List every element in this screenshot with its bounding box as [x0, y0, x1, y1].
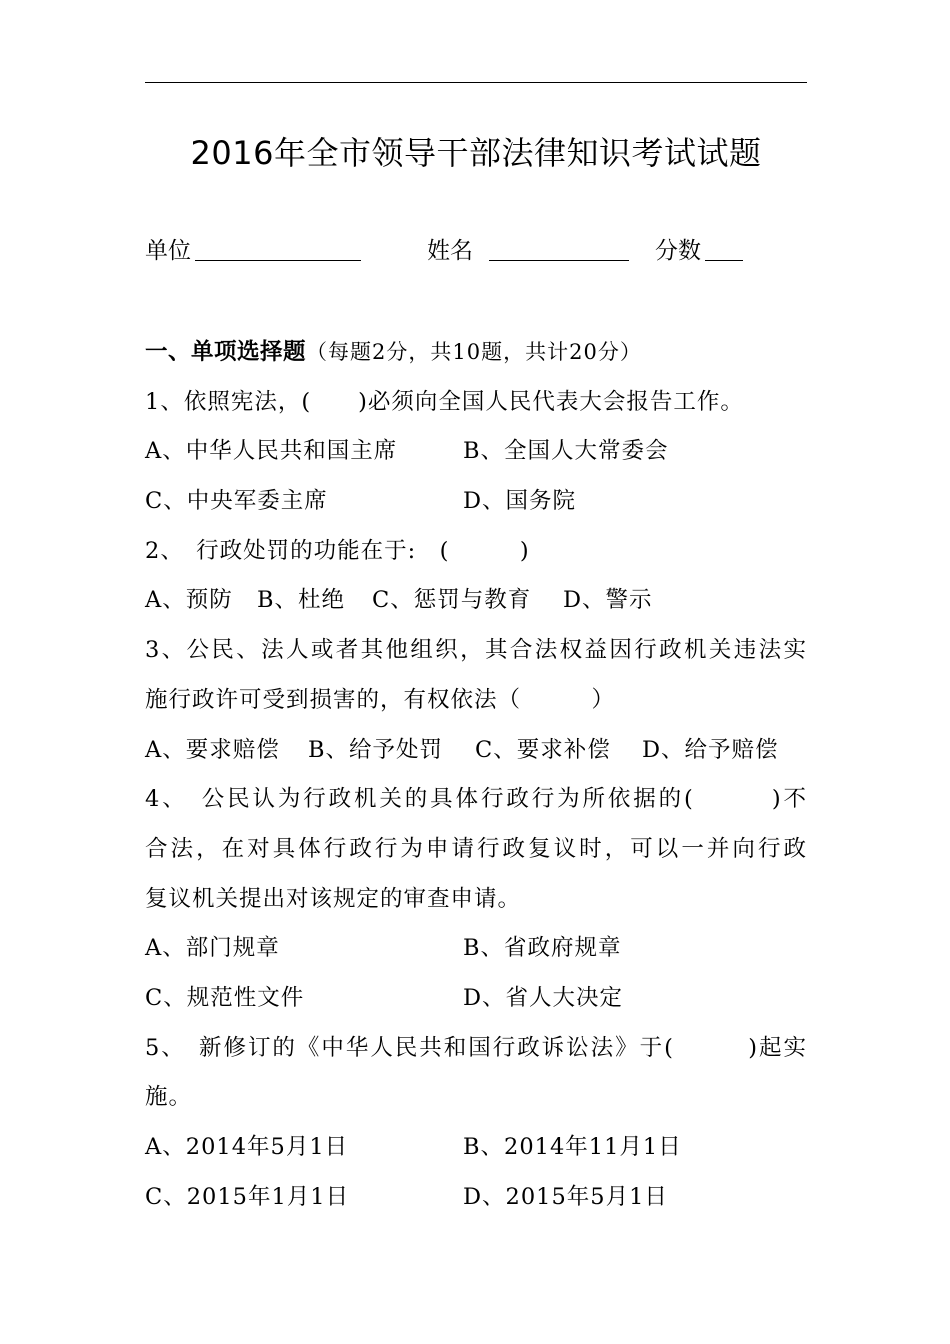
question-4-options-row-1 — [145, 924, 807, 974]
exam-page — [145, 0, 807, 1344]
q1-option-b: B、全国人大常委会 — [463, 438, 669, 465]
q2-option-b: B、杜绝 — [257, 587, 346, 614]
q1-option-a: A、中华人民共和国主席 — [145, 438, 398, 465]
q3-option-b: B、给予处罚 — [308, 736, 444, 763]
name-blank[interactable] — [489, 260, 629, 261]
q1-option-c: C、中央军委主席 — [145, 488, 328, 515]
q5-option-a: A、2014年5月1日 — [145, 1134, 349, 1160]
exam-content — [145, 328, 807, 1222]
q1-option-d: D、国务院 — [463, 488, 577, 515]
score-label: 分数 — [655, 238, 701, 264]
question-2-line-1: 2、 行政处罚的功能在于: ( ) — [145, 537, 530, 564]
q4-option-c: C、规范性文件 — [145, 984, 305, 1011]
question-5-options-row-2 — [145, 1173, 807, 1223]
page-title: 2016年全市领导干部法律知识考试试题 — [190, 134, 762, 172]
q3-option-c: C、要求补偿 — [475, 736, 611, 763]
section-note: （每题2分，共10题，共计20分） — [306, 340, 642, 364]
q4-option-a: A、部门规章 — [145, 935, 280, 962]
question-5-line-2: 施。 — [145, 1084, 193, 1111]
question-1-line-1: 1、依照宪法，( )必须向全国人民代表大会报告工作。 — [145, 388, 744, 415]
q2-option-c: C、惩罚与教育 — [372, 587, 532, 614]
top-rule — [145, 82, 807, 83]
q3-option-d: D、给予赔偿 — [642, 736, 779, 763]
unit-blank[interactable] — [195, 260, 361, 261]
name-label: 姓名 — [427, 238, 473, 264]
question-1-options-row-1 — [145, 427, 807, 477]
question-4-options-row-2 — [145, 974, 807, 1024]
section-heading — [145, 328, 807, 378]
question-3-line-2: 施行政许可受到损害的，有权依法（ ） — [145, 686, 616, 713]
q2-option-d: D、警示 — [563, 587, 653, 614]
question-2-options-row — [145, 576, 807, 626]
question-4-line-2: 合法，在对具体行政行为申请行政复议时，可以一并向行政 — [145, 835, 807, 862]
question-5-line-1: 5、 新修订的《中华人民共和国行政诉讼法》于( )起实 — [145, 1034, 807, 1061]
question-3-options-row — [145, 726, 807, 776]
unit-label: 单位 — [145, 238, 191, 264]
q5-option-c: C、2015年1月1日 — [145, 1183, 350, 1210]
q2-option-a: A、预防 — [145, 587, 233, 614]
question-3-line-1: 3、公民、法人或者其他组织，其合法权益因行政机关违法实 — [145, 637, 807, 664]
question-4-line-1: 4、 公民认为行政机关的具体行政行为所依据的( )不 — [145, 786, 807, 813]
question-5-options-row-1 — [145, 1123, 807, 1173]
q5-option-d: D、2015年5月1日 — [463, 1183, 668, 1210]
header-fields — [145, 232, 807, 268]
question-1-options-row-2 — [145, 477, 807, 527]
q4-option-b: B、省政府规章 — [463, 935, 622, 962]
section-title: 一、单项选择题 — [145, 339, 307, 365]
question-4-line-3: 复议机关提出对该规定的审查申请。 — [145, 885, 522, 912]
q3-option-a: A、要求赔偿 — [145, 736, 280, 763]
score-blank[interactable] — [705, 260, 743, 261]
q4-option-d: D、省人大决定 — [463, 984, 624, 1011]
q5-option-b: B、2014年11月1日 — [463, 1134, 682, 1160]
